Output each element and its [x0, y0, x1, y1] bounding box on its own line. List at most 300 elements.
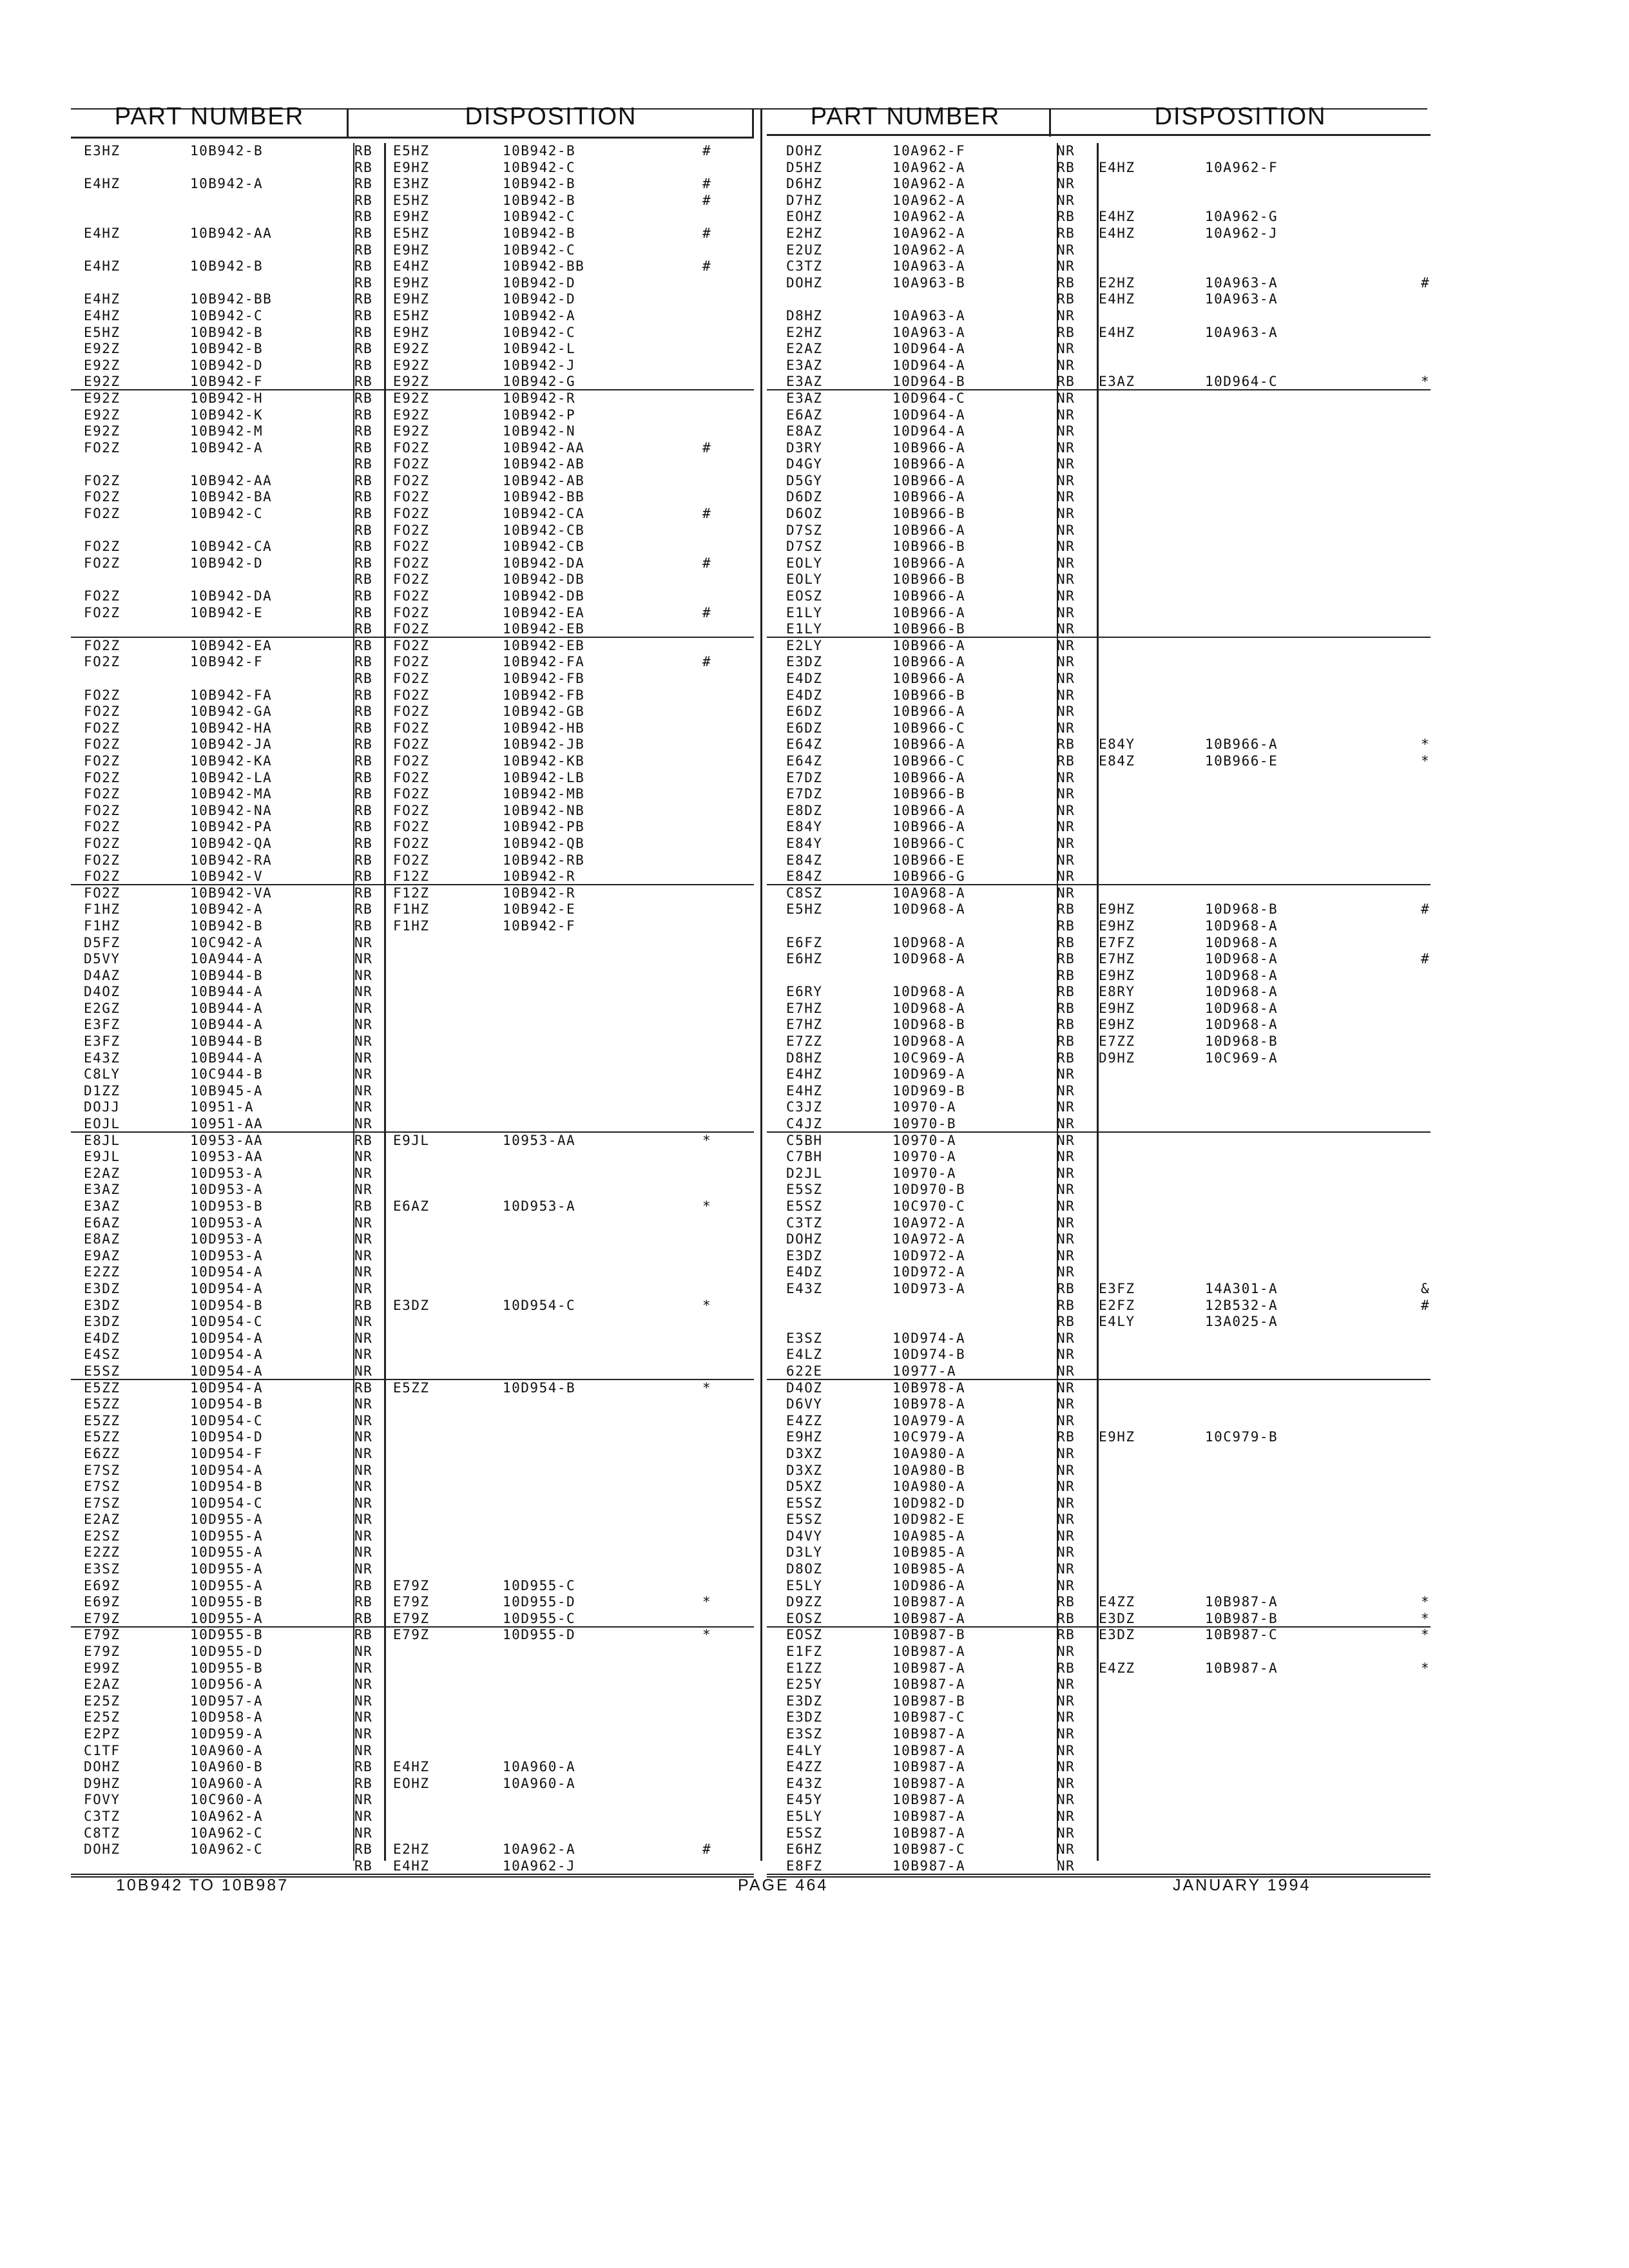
replacement-number: 10D954-C [503, 1297, 576, 1313]
table-row [786, 704, 1431, 720]
replacement-number: 10B942-QB [503, 835, 585, 851]
part-number: 10D972-A [892, 1264, 966, 1280]
disposition-code: RB [354, 1379, 373, 1396]
part-prefix: FO2Z [84, 506, 120, 522]
disposition-code: NR [354, 1082, 373, 1099]
part-number: 10A962-C [190, 1841, 264, 1858]
replacement-number: 10B942-P [503, 407, 576, 423]
part-prefix: C8LY [84, 1066, 120, 1082]
part-number: 10D969-A [892, 1066, 966, 1082]
table-row [786, 193, 1431, 209]
part-number: 10A960-B [190, 1759, 264, 1775]
replacement-number: 10D955-C [503, 1610, 576, 1626]
part-number: 10B987-A [892, 1825, 966, 1841]
table-row [786, 1512, 1431, 1528]
part-number: 10A962-A [892, 159, 966, 175]
disposition-code: NR [354, 1099, 373, 1115]
disposition-code: RB [354, 456, 373, 472]
table-row [786, 1677, 1431, 1693]
part-prefix: E4HZ [84, 258, 120, 274]
table-row [84, 1627, 754, 1644]
disposition-code: NR [1057, 786, 1075, 802]
note-symbol: # [702, 176, 712, 192]
replacement-number: 10953-AA [503, 1132, 576, 1148]
table-row [786, 209, 1431, 226]
replacement-number: 10A962-G [1205, 209, 1278, 225]
part-prefix: E3FZ [84, 1017, 120, 1033]
part-number: 10B966-A [892, 819, 966, 835]
part-number: 10B942-HA [190, 720, 273, 736]
part-number: 10B966-B [892, 572, 966, 588]
part-prefix: E6FZ [786, 934, 823, 950]
disposition-code: NR [1057, 1412, 1075, 1428]
replacement-prefix: E9HZ [393, 324, 430, 340]
part-prefix: D3XZ [786, 1462, 823, 1478]
part-prefix: E2AZ [84, 1165, 120, 1181]
table-row [84, 1347, 754, 1363]
right-table [786, 143, 1431, 1874]
disposition-code: RB [354, 786, 373, 802]
disposition-code: NR [1057, 357, 1075, 373]
part-prefix: E5SZ [786, 1198, 823, 1214]
part-number: 10B942-F [190, 374, 264, 390]
disposition-code: NR [354, 1512, 373, 1528]
replacement-prefix: E4HZ [1099, 291, 1135, 307]
replacement-prefix: E3AZ [1099, 374, 1135, 390]
replacement-number: 10A963-A [1205, 291, 1278, 307]
part-prefix: FO2Z [84, 885, 120, 901]
disposition-code: NR [1057, 687, 1075, 703]
part-prefix: E4ZZ [786, 1759, 823, 1775]
disposition-code: RB [354, 176, 373, 192]
replacement-prefix: FO2Z [393, 555, 430, 571]
replacement-number: 10B942-J [503, 357, 576, 373]
part-prefix: E43Z [786, 1775, 823, 1791]
replacement-number: 10B942-HB [503, 720, 585, 736]
part-number: 10B987-B [892, 1627, 966, 1643]
part-prefix: E5SZ [786, 1825, 823, 1841]
part-number: 10B942-D [190, 555, 264, 571]
table-row [84, 1264, 754, 1281]
part-prefix: E79Z [84, 1610, 120, 1626]
part-number: 10D957-A [190, 1693, 264, 1709]
part-number: 10D955-A [190, 1512, 264, 1528]
replacement-number: 10B942-FB [503, 671, 585, 686]
part-prefix: C7BH [786, 1149, 823, 1165]
table-row [84, 1809, 754, 1825]
table-row [84, 1001, 754, 1017]
table-row [786, 1116, 1431, 1133]
part-number: 10B942-PA [190, 819, 273, 835]
disposition-code: NR [1057, 1330, 1075, 1346]
part-prefix: D8HZ [786, 1050, 823, 1066]
part-number: 10D955-A [190, 1610, 264, 1626]
part-prefix: EOLY [786, 555, 823, 571]
part-number: 10A963-A [892, 324, 966, 340]
table-row [786, 1182, 1431, 1198]
disposition-code: RB [354, 1858, 373, 1874]
part-number: 10A960-A [190, 1742, 264, 1758]
replacement-prefix: E4LY [1099, 1314, 1135, 1330]
note-symbol: * [1421, 736, 1431, 753]
replacement-number: 10D955-D [503, 1627, 576, 1643]
disposition-code: NR [1057, 835, 1075, 851]
replacement-prefix: FO2Z [393, 769, 430, 785]
table-row [84, 1215, 754, 1232]
table-row [786, 1198, 1431, 1215]
disposition-code: NR [354, 1726, 373, 1742]
disposition-code: NR [1057, 1528, 1075, 1544]
part-number: 10B987-A [892, 1594, 966, 1610]
part-prefix: E84Y [786, 835, 823, 851]
table-row [786, 358, 1431, 374]
part-number: 10D954-A [190, 1363, 264, 1379]
replacement-number: 10B942-BB [503, 258, 585, 274]
disposition-code: RB [1057, 1017, 1075, 1033]
replacement-number: 10B942-B [503, 192, 576, 208]
part-number: 10B942-C [190, 506, 264, 522]
replacement-number: 10B942-A [503, 307, 576, 323]
part-number: 10B942-F [190, 654, 264, 670]
part-number: 10B942-AA [190, 472, 273, 488]
replacement-number: 10B942-BB [503, 489, 585, 505]
part-prefix: E2HZ [786, 225, 823, 241]
part-number: 10B987-A [892, 1660, 966, 1676]
disposition-code: RB [354, 918, 373, 934]
table-row [84, 209, 754, 226]
replacement-prefix: E9HZ [393, 242, 430, 258]
table-row [786, 1743, 1431, 1760]
part-number: 10B966-C [892, 835, 966, 851]
disposition-code: NR [1057, 654, 1075, 670]
disposition-code: RB [1057, 225, 1075, 241]
part-number: 10D954-B [190, 1396, 264, 1412]
part-number: 10B966-B [892, 539, 966, 555]
table-row [786, 1033, 1431, 1050]
table-row [84, 1825, 754, 1842]
note-symbol: * [702, 1297, 712, 1313]
disposition-code: RB [1057, 1627, 1075, 1643]
part-number: 10A980-A [892, 1479, 966, 1495]
part-prefix: 622E [786, 1363, 823, 1379]
part-prefix: E92Z [84, 423, 120, 439]
disposition-code: NR [1057, 539, 1075, 555]
part-number: 10A963-A [892, 258, 966, 274]
table-row [84, 1578, 754, 1595]
disposition-code: NR [1057, 1066, 1075, 1082]
part-prefix: E5ZZ [84, 1379, 120, 1396]
part-prefix: D1ZZ [84, 1082, 120, 1099]
table-row [84, 473, 754, 490]
replacement-prefix: E4ZZ [1099, 1594, 1135, 1610]
part-number: 10970-A [892, 1149, 957, 1165]
part-number: 10D964-A [892, 407, 966, 423]
table-row [84, 1594, 754, 1611]
note-symbol: # [702, 506, 712, 522]
part-prefix: E3DZ [84, 1280, 120, 1296]
table-row [786, 1363, 1431, 1380]
disposition-code: NR [1057, 1479, 1075, 1495]
table-row [84, 1644, 754, 1660]
part-number: 10A972-A [892, 1231, 966, 1247]
part-number: 10D982-E [892, 1512, 966, 1528]
table-row [84, 1066, 754, 1083]
disposition-code: RB [354, 506, 373, 522]
replacement-prefix: E92Z [393, 390, 430, 406]
replacement-number: 10B942-CB [503, 539, 585, 555]
part-number: 10A963-B [892, 274, 966, 291]
disposition-code: NR [1057, 704, 1075, 720]
part-number: 10B942-K [190, 407, 264, 423]
replacement-prefix: E7HZ [1099, 951, 1135, 967]
part-prefix: EOLY [786, 572, 823, 588]
part-number: 10A962-A [892, 192, 966, 208]
replacement-prefix: FO2Z [393, 506, 430, 522]
table-row [84, 736, 754, 753]
part-prefix: D5FZ [84, 934, 120, 950]
disposition-code: RB [354, 1841, 373, 1858]
part-number: 10B978-A [892, 1379, 966, 1396]
disposition-code: RB [354, 192, 373, 208]
part-prefix: FO2Z [84, 472, 120, 488]
part-prefix: E4SZ [84, 1347, 120, 1363]
table-row [786, 1446, 1431, 1463]
part-prefix: D6HZ [786, 176, 823, 192]
replacement-prefix: E2HZ [393, 1841, 430, 1858]
disposition-code: NR [1057, 489, 1075, 505]
part-number: 10B942-FA [190, 687, 273, 703]
part-number: 10A980-A [892, 1445, 966, 1461]
part-number: 10A962-F [892, 143, 966, 159]
table-row [786, 1693, 1431, 1710]
part-number: 10B966-A [892, 456, 966, 472]
part-number: 10B985-A [892, 1561, 966, 1577]
part-number: 10D953-A [190, 1215, 264, 1231]
part-number: 10B987-B [892, 1693, 966, 1709]
table-row [786, 1413, 1431, 1430]
part-number: 10D954-A [190, 1280, 264, 1296]
disposition-code: RB [1057, 753, 1075, 769]
part-number: 10B966-E [892, 852, 966, 868]
replacement-prefix: FO2Z [393, 456, 430, 472]
disposition-code: NR [354, 1231, 373, 1247]
table-row [786, 1841, 1431, 1858]
part-prefix: E3AZ [84, 1198, 120, 1214]
table-row [84, 390, 754, 407]
replacement-prefix: E4HZ [393, 258, 430, 274]
part-number: 10B966-A [892, 522, 966, 538]
replacement-number: 10B942-R [503, 869, 576, 885]
part-number: 10B942-GA [190, 704, 273, 720]
replacement-prefix: FO2Z [393, 736, 430, 753]
table-row [786, 1050, 1431, 1067]
right-table-left-border [760, 108, 762, 1861]
table-row [786, 1792, 1431, 1809]
part-number: 10B987-A [892, 1775, 966, 1791]
part-prefix: C4JZ [786, 1116, 823, 1132]
replacement-number: 10B942-N [503, 423, 576, 439]
table-row [786, 1528, 1431, 1545]
disposition-code: NR [1057, 1726, 1075, 1742]
part-prefix: E3SZ [786, 1726, 823, 1742]
part-number: 10D955-B [190, 1627, 264, 1643]
disposition-code: RB [354, 769, 373, 785]
part-number: 10D968-A [892, 984, 966, 1000]
part-number: 10A962-C [190, 1825, 264, 1841]
table-row [786, 1149, 1431, 1166]
replacement-number: 10D955-C [503, 1577, 576, 1593]
replacement-prefix: FO2Z [393, 472, 430, 488]
replacement-prefix: FO2Z [393, 835, 430, 851]
table-row [84, 1116, 754, 1133]
disposition-code: NR [1057, 604, 1075, 620]
part-prefix: E3AZ [84, 1182, 120, 1198]
disposition-code: NR [354, 1677, 373, 1693]
table-row [84, 1281, 754, 1298]
table-row [786, 160, 1431, 177]
part-prefix: E64Z [786, 736, 823, 753]
part-prefix: E45Y [786, 1792, 823, 1808]
part-prefix: D8OZ [786, 1561, 823, 1577]
part-number: 10D954-D [190, 1429, 264, 1445]
part-prefix: E4ZZ [786, 1412, 823, 1428]
part-number: 10B987-A [892, 1858, 966, 1874]
table-row [786, 1479, 1431, 1495]
part-prefix: FO2Z [84, 869, 120, 885]
table-row [786, 242, 1431, 259]
replacement-number: 10A962-F [1205, 159, 1278, 175]
part-prefix: E92Z [84, 374, 120, 390]
replacement-prefix: E2FZ [1099, 1297, 1135, 1313]
replacement-prefix: FO2Z [393, 588, 430, 604]
disposition-code: NR [1057, 1165, 1075, 1181]
disposition-code: RB [354, 489, 373, 505]
part-number: 10D964-C [892, 390, 966, 406]
part-number: 10B966-C [892, 753, 966, 769]
part-prefix: E1LY [786, 604, 823, 620]
footer-page: PAGE 464 [738, 1876, 829, 1894]
replacement-number: 10B987-B [1205, 1610, 1278, 1626]
replacement-number: 10B942-C [503, 209, 576, 225]
part-number: 10C960-A [190, 1792, 264, 1808]
part-number: 10D973-A [892, 1280, 966, 1296]
replacement-prefix: E3FZ [1099, 1280, 1135, 1296]
part-prefix: E7SZ [84, 1495, 120, 1511]
part-prefix: E5ZZ [84, 1396, 120, 1412]
part-prefix: E69Z [84, 1577, 120, 1593]
disposition-code: NR [1057, 506, 1075, 522]
table-row [786, 803, 1431, 820]
disposition-code: RB [1057, 1429, 1075, 1445]
replacement-prefix: E9HZ [1099, 967, 1135, 983]
replacement-number: 10B966-A [1205, 736, 1278, 753]
part-prefix: E2LY [786, 637, 823, 653]
replacement-number: 14A301-A [1205, 1280, 1278, 1296]
part-number: 10D955-B [190, 1594, 264, 1610]
disposition-code: RB [354, 1198, 373, 1214]
replacement-number: 12B532-A [1205, 1297, 1278, 1313]
disposition-code: NR [1057, 143, 1075, 159]
disposition-code: NR [1057, 1544, 1075, 1561]
part-number: 10B987-A [892, 1742, 966, 1758]
part-number: 10A985-A [892, 1528, 966, 1544]
disposition-code: NR [1057, 1198, 1075, 1214]
disposition-code: RB [1057, 1000, 1075, 1016]
table-row [84, 1446, 754, 1463]
part-number: 10977-A [892, 1363, 957, 1379]
disposition-code: NR [1057, 885, 1075, 901]
table-row [786, 1809, 1431, 1825]
replacement-prefix: FO2Z [393, 572, 430, 588]
table-row [84, 671, 754, 687]
replacement-prefix: F12Z [393, 869, 430, 885]
part-number: 10B942-H [190, 390, 264, 406]
part-prefix: FO2Z [84, 835, 120, 851]
replacement-prefix: FO2Z [393, 852, 430, 868]
table-row [786, 901, 1431, 918]
disposition-code: RB [354, 835, 373, 851]
disposition-code: NR [354, 1808, 373, 1824]
disposition-code: RB [354, 621, 373, 637]
disposition-code: NR [354, 1528, 373, 1544]
table-row [84, 1660, 754, 1677]
table-row [786, 836, 1431, 852]
part-number: 10B942-MA [190, 786, 273, 802]
table-row [786, 687, 1431, 704]
replacement-number: 10B942-G [503, 374, 576, 390]
part-prefix: D4VY [786, 1528, 823, 1544]
part-prefix: FO2Z [84, 539, 120, 555]
part-prefix: E43Z [786, 1280, 823, 1296]
part-number: 10B987-A [892, 1808, 966, 1824]
disposition-code: NR [354, 1149, 373, 1165]
table-row [786, 588, 1431, 605]
table-row [786, 852, 1431, 869]
replacement-number: 10B942-EB [503, 621, 585, 637]
replacement-number: 10D968-A [1205, 984, 1278, 1000]
disposition-code: NR [1057, 852, 1075, 868]
part-prefix: D9HZ [84, 1775, 120, 1791]
disposition-code: NR [1057, 819, 1075, 835]
part-prefix: E84Z [786, 869, 823, 885]
part-number: 10D955-A [190, 1577, 264, 1593]
part-prefix: C3JZ [786, 1099, 823, 1115]
part-prefix: FO2Z [84, 439, 120, 456]
table-row [786, 968, 1431, 985]
replacement-number: 10B942-PB [503, 819, 585, 835]
part-number: 10D954-A [190, 1379, 264, 1396]
part-prefix: E99Z [84, 1660, 120, 1676]
replacement-number: 10D954-B [503, 1379, 576, 1396]
replacement-number: 10B942-AA [503, 439, 585, 456]
part-prefix: E4HZ [786, 1066, 823, 1082]
replacement-prefix: E7ZZ [1099, 1033, 1135, 1050]
table-row [84, 1677, 754, 1693]
part-number: 10D968-B [892, 1017, 966, 1033]
disposition-code: RB [1057, 1660, 1075, 1676]
table-row [786, 1776, 1431, 1792]
table-row [786, 506, 1431, 523]
disposition-code: NR [354, 1017, 373, 1033]
table-row [84, 358, 754, 374]
table-row [786, 456, 1431, 473]
disposition-code: RB [354, 522, 373, 538]
part-number: 10B987-A [892, 1677, 966, 1693]
table-row [786, 1001, 1431, 1017]
part-prefix: E92Z [84, 390, 120, 406]
disposition-code: NR [354, 1165, 373, 1181]
part-prefix: EOHZ [786, 209, 823, 225]
